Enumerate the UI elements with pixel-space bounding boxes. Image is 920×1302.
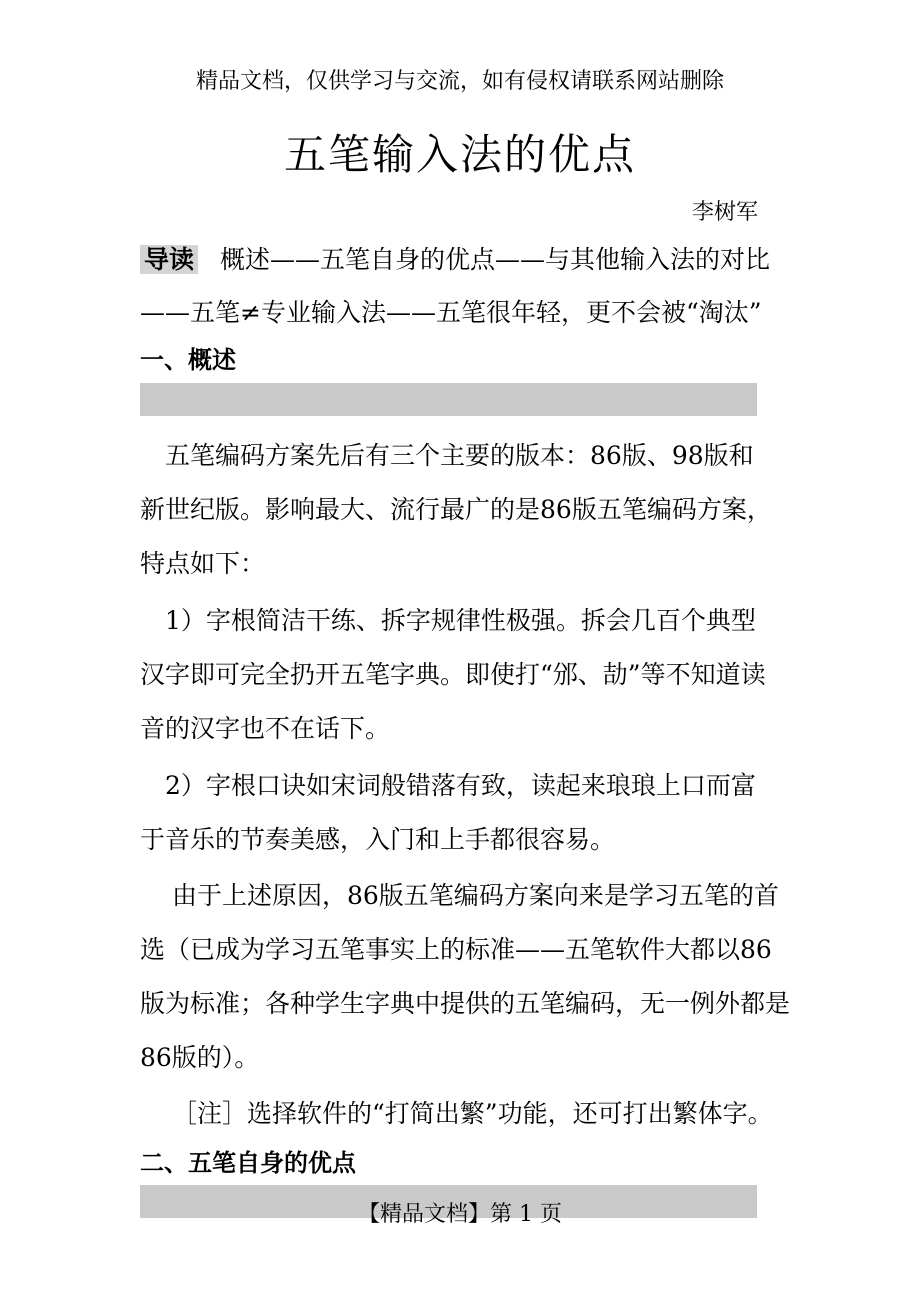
paragraph-line: 于音乐的节奏美感，入门和上手都很容易。: [140, 825, 616, 854]
section-1-heading: 一、概述: [140, 346, 236, 374]
page-footer: 【精品文档】第 1 页: [358, 1202, 562, 1227]
note-line: ［注］选择软件的“打简出繁”功能，还可打出繁体字。: [172, 1099, 773, 1128]
paragraph-line: 汉字即可完全扔开五笔字典。即使打“邠、劼”等不知道读: [140, 660, 766, 689]
paragraph-line: 版为标准；各种学生字典中提供的五笔编码，无一例外都是: [140, 989, 791, 1018]
paragraph-line: 五笔编码方案先后有三个主要的版本：86版、98版和: [140, 441, 754, 470]
guide-line-1: [140, 240, 770, 276]
section-2-heading: 二、五笔自身的优点: [140, 1149, 356, 1177]
paragraph-line: 86版的）。: [140, 1043, 260, 1072]
paragraph-line: 新世纪版。影响最大、流行最广的是86版五笔编码方案，: [140, 495, 772, 524]
author: 李树军: [691, 200, 758, 225]
document-title: 五笔输入法的优点: [283, 130, 636, 179]
page-header: 精品文档，仅供学习与交流，如有侵权请联系网站删除: [195, 69, 724, 94]
guide-label: 导读: [140, 245, 198, 274]
paragraph-line: 由于上述原因，86版五笔编码方案向来是学习五笔的首: [172, 881, 779, 910]
paragraph-line: 1）字根简洁干练、拆字规律性极强。拆会几百个典型: [140, 606, 756, 635]
guide-text-1: 概述——五笔自身的优点——与其他输入法的对比: [220, 245, 771, 274]
paragraph-line: 选（已成为学习五笔事实上的标准——五笔软件大都以86: [140, 935, 772, 964]
section-1-shade-bar: [140, 383, 757, 416]
paragraph-line: 2）字根口诀如宋词般错落有致，读起来琅琅上口而富: [140, 771, 756, 800]
paragraph-line: 特点如下：: [140, 549, 266, 578]
guide-line-2: ——五笔≠专业输入法——五笔很年轻，更不会被“淘汰”: [140, 298, 762, 327]
paragraph-line: 音的汉字也不在话下。: [140, 714, 391, 743]
